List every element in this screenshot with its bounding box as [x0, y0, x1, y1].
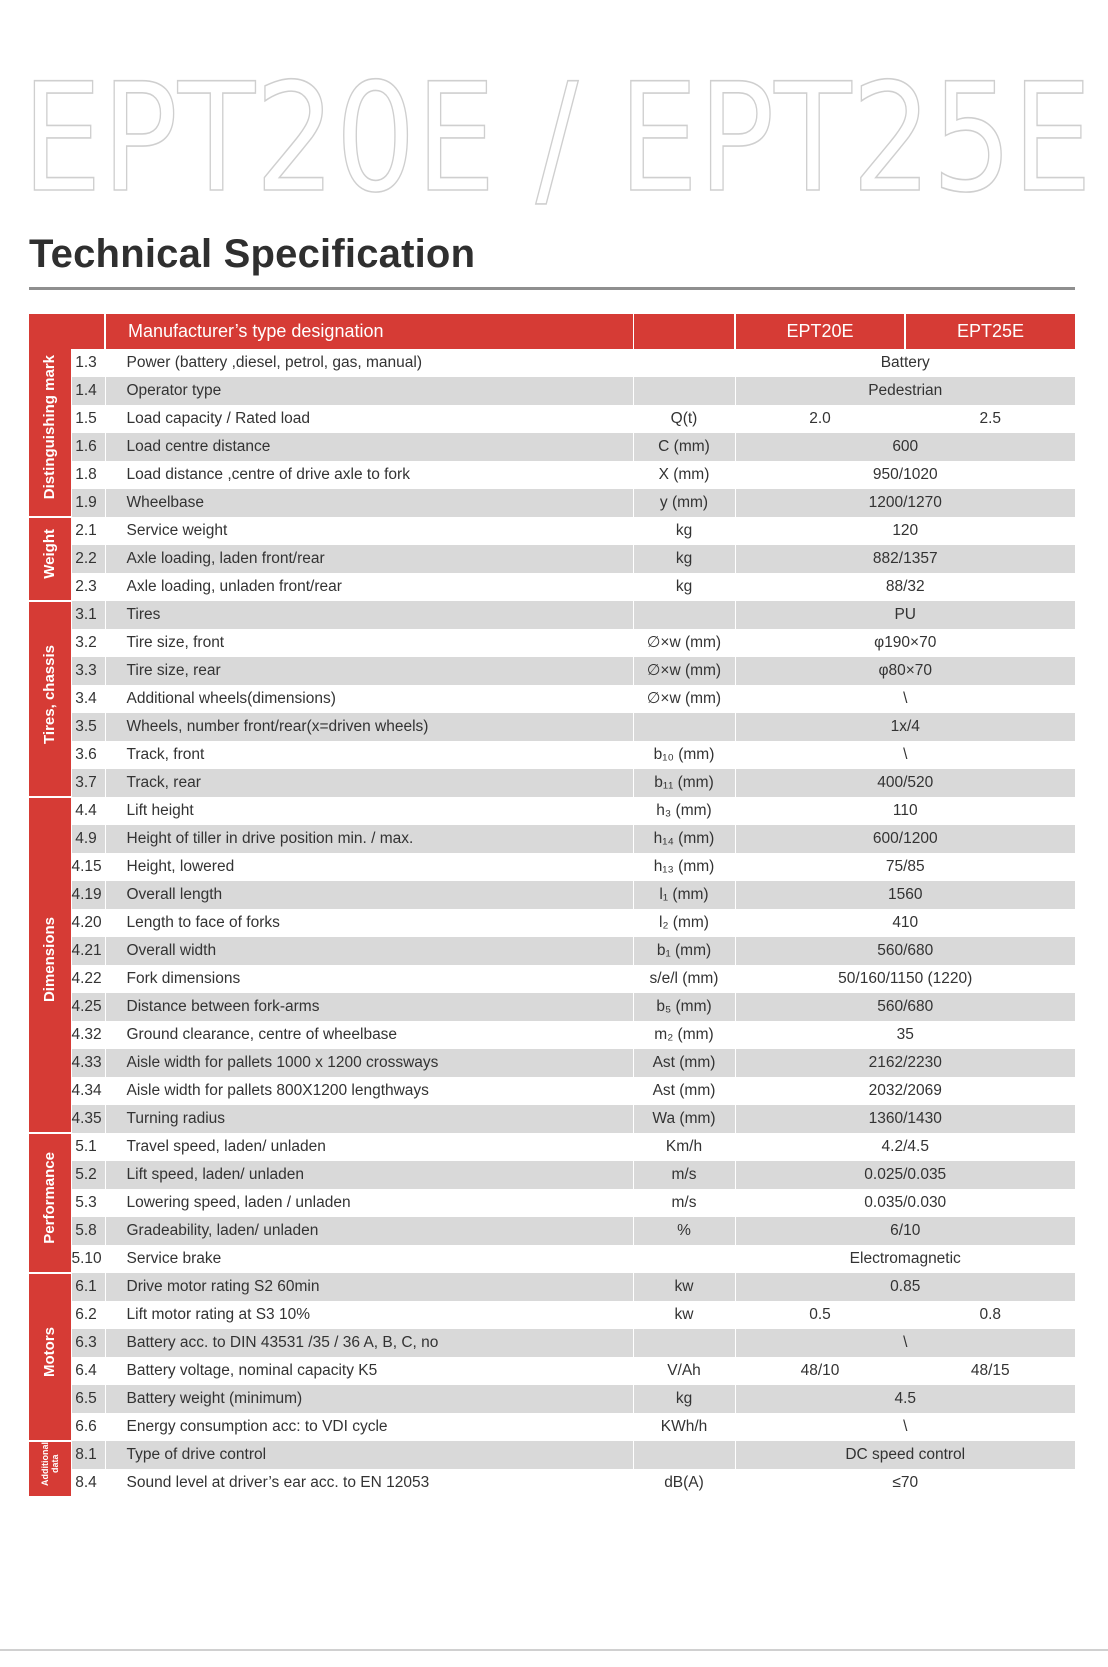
- group-label: Additional data: [39, 1442, 60, 1486]
- row-number: 6.5: [71, 1385, 105, 1413]
- row-label: Axle loading, laden front/rear: [105, 545, 633, 573]
- table-row: [29, 713, 1075, 741]
- row-label: Aisle width for pallets 800X1200 lengthways: [105, 1077, 633, 1105]
- group-label: Motors: [40, 1327, 58, 1377]
- row-unit: [633, 713, 735, 741]
- row-unit: h₁₄ (mm): [633, 825, 735, 853]
- table-row: [29, 1385, 1075, 1413]
- value-ept20e: 48/10: [735, 1357, 905, 1385]
- row-label: Ground clearance, centre of wheelbase: [105, 1021, 633, 1049]
- row-number: 4.35: [71, 1105, 105, 1133]
- row-unit: y (mm): [633, 489, 735, 517]
- table-row: [29, 909, 1075, 937]
- value-shared: ≤70: [735, 1469, 1075, 1497]
- row-unit: l₂ (mm): [633, 909, 735, 937]
- value-shared: 600/1200: [735, 825, 1075, 853]
- row-label: Wheels, number front/rear(x=driven wheels): [105, 713, 633, 741]
- row-unit: Q(t): [633, 405, 735, 433]
- value-shared: 882/1357: [735, 545, 1075, 573]
- row-unit: b₁ (mm): [633, 937, 735, 965]
- row-number: 1.8: [71, 461, 105, 489]
- row-unit: Wa (mm): [633, 1105, 735, 1133]
- row-label: Operator type: [105, 377, 633, 405]
- row-unit: kg: [633, 573, 735, 601]
- table-row: [29, 517, 1075, 545]
- group-label: Performance: [40, 1152, 58, 1244]
- table-row: [29, 825, 1075, 853]
- value-ept20e: 0.5: [735, 1301, 905, 1329]
- value-shared: 35: [735, 1021, 1075, 1049]
- row-number: 6.4: [71, 1357, 105, 1385]
- row-number: 3.7: [71, 769, 105, 797]
- table-row: [29, 1133, 1075, 1161]
- value-shared: Electromagnetic: [735, 1245, 1075, 1273]
- value-shared: 560/680: [735, 993, 1075, 1021]
- row-label: Load centre distance: [105, 433, 633, 461]
- value-shared: 75/85: [735, 853, 1075, 881]
- table-row: [29, 489, 1075, 517]
- row-label: Gradeability, laden/ unladen: [105, 1217, 633, 1245]
- row-label: Fork dimensions: [105, 965, 633, 993]
- row-number: 4.32: [71, 1021, 105, 1049]
- row-unit: s/e/l (mm): [633, 965, 735, 993]
- row-number: 3.5: [71, 713, 105, 741]
- row-label: Battery acc. to DIN 43531 /35 / 36 A, B, C, no: [105, 1329, 633, 1357]
- footer-divider: [0, 1649, 1108, 1651]
- table-header-row: [29, 314, 1075, 349]
- row-label: Lift motor rating at S3 10%: [105, 1301, 633, 1329]
- row-unit: [633, 377, 735, 405]
- row-label: Load distance ,centre of drive axle to fork: [105, 461, 633, 489]
- row-unit: kw: [633, 1273, 735, 1301]
- header-blank-cell: [29, 314, 105, 349]
- row-number: 6.6: [71, 1413, 105, 1441]
- row-unit: m₂ (mm): [633, 1021, 735, 1049]
- row-number: 4.20: [71, 909, 105, 937]
- row-number: 3.2: [71, 629, 105, 657]
- value-shared: 2162/2230: [735, 1049, 1075, 1077]
- row-unit: [633, 601, 735, 629]
- value-shared: 120: [735, 517, 1075, 545]
- row-number: 4.33: [71, 1049, 105, 1077]
- row-label: Axle loading, unladen front/rear: [105, 573, 633, 601]
- row-unit: kg: [633, 545, 735, 573]
- row-number: 1.9: [71, 489, 105, 517]
- table-row: [29, 1021, 1075, 1049]
- value-shared: Battery: [735, 349, 1075, 377]
- group-label: Dimensions: [40, 917, 58, 1003]
- row-number: 4.25: [71, 993, 105, 1021]
- table-row: [29, 1161, 1075, 1189]
- value-shared: 560/680: [735, 937, 1075, 965]
- table-row: [29, 1189, 1075, 1217]
- row-unit: %: [633, 1217, 735, 1245]
- row-number: 4.19: [71, 881, 105, 909]
- table-row: [29, 1441, 1075, 1469]
- spec-table: [29, 314, 1075, 1498]
- value-shared: \: [735, 741, 1075, 769]
- value-shared: \: [735, 1413, 1075, 1441]
- row-label: Lift height: [105, 797, 633, 825]
- row-label: Turning radius: [105, 1105, 633, 1133]
- group-label: Tires, chassis: [40, 644, 58, 744]
- row-label: Battery weight (minimum): [105, 1385, 633, 1413]
- row-number: 2.2: [71, 545, 105, 573]
- row-label: Drive motor rating S2 60min: [105, 1273, 633, 1301]
- row-unit: l₁ (mm): [633, 881, 735, 909]
- table-row: [29, 657, 1075, 685]
- value-shared: φ80×70: [735, 657, 1075, 685]
- row-unit: dB(A): [633, 1469, 735, 1497]
- row-unit: Ast (mm): [633, 1049, 735, 1077]
- row-label: Lift speed, laden/ unladen: [105, 1161, 633, 1189]
- row-label: Load capacity / Rated load: [105, 405, 633, 433]
- row-label: Service brake: [105, 1245, 633, 1273]
- row-unit: b₁₁ (mm): [633, 769, 735, 797]
- table-row: [29, 1301, 1075, 1329]
- row-label: Length to face of forks: [105, 909, 633, 937]
- row-label: Aisle width for pallets 1000 x 1200 crossways: [105, 1049, 633, 1077]
- header-model-ept25e: EPT25E: [905, 314, 1075, 349]
- row-number: 6.3: [71, 1329, 105, 1357]
- table-row: [29, 853, 1075, 881]
- row-unit: kw: [633, 1301, 735, 1329]
- table-row: [29, 937, 1075, 965]
- value-shared: 2032/2069: [735, 1077, 1075, 1105]
- header-unit-cell: [633, 314, 735, 349]
- row-unit: Ast (mm): [633, 1077, 735, 1105]
- header-model-ept20e: EPT20E: [735, 314, 905, 349]
- value-ept20e: 2.0: [735, 405, 905, 433]
- row-unit: kg: [633, 517, 735, 545]
- page-title: Technical Specification: [29, 232, 476, 276]
- row-label: Track, front: [105, 741, 633, 769]
- table-row: [29, 545, 1075, 573]
- table-row: [29, 1273, 1075, 1301]
- group-label-cell: [29, 797, 71, 1133]
- group-label-cell: [29, 601, 71, 797]
- table-row: [29, 1245, 1075, 1273]
- value-shared: φ190×70: [735, 629, 1075, 657]
- big-title: [22, 70, 1092, 240]
- row-number: 4.4: [71, 797, 105, 825]
- table-row: [29, 881, 1075, 909]
- row-label: Tire size, rear: [105, 657, 633, 685]
- row-unit: C (mm): [633, 433, 735, 461]
- table-row: [29, 797, 1075, 825]
- table-row: [29, 1469, 1075, 1497]
- row-label: Service weight: [105, 517, 633, 545]
- row-number: 1.5: [71, 405, 105, 433]
- row-number: 6.2: [71, 1301, 105, 1329]
- row-unit: KWh/h: [633, 1413, 735, 1441]
- row-unit: h₃ (mm): [633, 797, 735, 825]
- row-number: 1.6: [71, 433, 105, 461]
- row-unit: h₁₃ (mm): [633, 853, 735, 881]
- group-label: Distinguishing mark: [40, 355, 58, 500]
- row-number: 1.3: [71, 349, 105, 377]
- row-number: 5.1: [71, 1133, 105, 1161]
- value-shared: DC speed control: [735, 1441, 1075, 1469]
- value-shared: 410: [735, 909, 1075, 937]
- value-shared: 400/520: [735, 769, 1075, 797]
- row-number: 6.1: [71, 1273, 105, 1301]
- table-row: [29, 1049, 1075, 1077]
- table-row: [29, 1217, 1075, 1245]
- table-row: [29, 965, 1075, 993]
- table-row: [29, 1105, 1075, 1133]
- row-number: 8.4: [71, 1469, 105, 1497]
- row-label: Height, lowered: [105, 853, 633, 881]
- row-unit: [633, 1245, 735, 1273]
- value-shared: \: [735, 685, 1075, 713]
- value-ept25e: 48/15: [905, 1357, 1075, 1385]
- row-unit: Km/h: [633, 1133, 735, 1161]
- header-designation: Manufacturer’s type designation: [105, 314, 633, 349]
- value-shared: 600: [735, 433, 1075, 461]
- table-row: [29, 1077, 1075, 1105]
- value-shared: 1560: [735, 881, 1075, 909]
- row-number: 3.3: [71, 657, 105, 685]
- value-shared: 88/32: [735, 573, 1075, 601]
- row-label: Tires: [105, 601, 633, 629]
- row-number: 4.22: [71, 965, 105, 993]
- group-label-cell: [29, 1441, 71, 1497]
- table-row: [29, 461, 1075, 489]
- table-row: [29, 1413, 1075, 1441]
- row-unit: [633, 1329, 735, 1357]
- row-unit: X (mm): [633, 461, 735, 489]
- value-shared: PU: [735, 601, 1075, 629]
- row-unit: kg: [633, 1385, 735, 1413]
- row-unit: [633, 1441, 735, 1469]
- table-row: [29, 1357, 1075, 1385]
- row-label: Sound level at driver’s ear acc. to EN 12053: [105, 1469, 633, 1497]
- row-label: Energy consumption acc: to VDI cycle: [105, 1413, 633, 1441]
- table-row: [29, 349, 1075, 377]
- row-number: 4.21: [71, 937, 105, 965]
- table-row: [29, 741, 1075, 769]
- group-label: Weight: [40, 529, 58, 579]
- row-label: Overall length: [105, 881, 633, 909]
- row-number: 4.15: [71, 853, 105, 881]
- group-label-cell: [29, 517, 71, 601]
- value-shared: 0.025/0.035: [735, 1161, 1075, 1189]
- row-label: Lowering speed, laden / unladen: [105, 1189, 633, 1217]
- row-number: 2.1: [71, 517, 105, 545]
- group-label-cell: [29, 1133, 71, 1273]
- value-shared: 0.85: [735, 1273, 1075, 1301]
- row-unit: b₅ (mm): [633, 993, 735, 1021]
- table-row: [29, 377, 1075, 405]
- value-shared: 4.2/4.5: [735, 1133, 1075, 1161]
- value-shared: 1360/1430: [735, 1105, 1075, 1133]
- title-divider: [29, 287, 1075, 290]
- row-unit: ∅×w (mm): [633, 629, 735, 657]
- row-label: Battery voltage, nominal capacity K5: [105, 1357, 633, 1385]
- table-row: [29, 433, 1075, 461]
- value-shared: \: [735, 1329, 1075, 1357]
- table-row: [29, 573, 1075, 601]
- row-number: 2.3: [71, 573, 105, 601]
- row-unit: b₁₀ (mm): [633, 741, 735, 769]
- value-shared: 950/1020: [735, 461, 1075, 489]
- value-shared: 6/10: [735, 1217, 1075, 1245]
- row-number: 1.4: [71, 377, 105, 405]
- row-label: Height of tiller in drive position min. / max.: [105, 825, 633, 853]
- row-unit: m/s: [633, 1161, 735, 1189]
- row-label: Power (battery ,diesel, petrol, gas, manual): [105, 349, 633, 377]
- table-row: [29, 685, 1075, 713]
- row-label: Track, rear: [105, 769, 633, 797]
- row-number: 4.9: [71, 825, 105, 853]
- row-number: 5.2: [71, 1161, 105, 1189]
- table-row: [29, 405, 1075, 433]
- value-shared: 1200/1270: [735, 489, 1075, 517]
- row-unit: m/s: [633, 1189, 735, 1217]
- group-label-cell: [29, 349, 71, 517]
- group-label-cell: [29, 1273, 71, 1441]
- row-number: 5.10: [71, 1245, 105, 1273]
- row-unit: [633, 349, 735, 377]
- spec-table-body: [29, 349, 1075, 1497]
- row-label: Overall width: [105, 937, 633, 965]
- value-ept25e: 2.5: [905, 405, 1075, 433]
- value-shared: 4.5: [735, 1385, 1075, 1413]
- value-shared: 110: [735, 797, 1075, 825]
- value-shared: 0.035/0.030: [735, 1189, 1075, 1217]
- row-number: 5.3: [71, 1189, 105, 1217]
- row-label: Type of drive control: [105, 1441, 633, 1469]
- row-number: 3.6: [71, 741, 105, 769]
- row-unit: V/Ah: [633, 1357, 735, 1385]
- value-ept25e: 0.8: [905, 1301, 1075, 1329]
- table-row: [29, 1329, 1075, 1357]
- value-shared: 1x/4: [735, 713, 1075, 741]
- table-row: [29, 629, 1075, 657]
- table-row: [29, 993, 1075, 1021]
- row-number: 3.1: [71, 601, 105, 629]
- row-label: Wheelbase: [105, 489, 633, 517]
- value-shared: 50/160/1150 (1220): [735, 965, 1075, 993]
- row-number: 3.4: [71, 685, 105, 713]
- row-number: 5.8: [71, 1217, 105, 1245]
- row-label: Distance between fork-arms: [105, 993, 633, 1021]
- row-unit: ∅×w (mm): [633, 657, 735, 685]
- row-number: 8.1: [71, 1441, 105, 1469]
- table-row: [29, 601, 1075, 629]
- svg-text:EPT20E / EPT25E: EPT20E / EPT25E: [22, 70, 1092, 226]
- value-shared: Pedestrian: [735, 377, 1075, 405]
- row-label: Travel speed, laden/ unladen: [105, 1133, 633, 1161]
- row-label: Tire size, front: [105, 629, 633, 657]
- table-row: [29, 769, 1075, 797]
- row-unit: ∅×w (mm): [633, 685, 735, 713]
- row-number: 4.34: [71, 1077, 105, 1105]
- row-label: Additional wheels(dimensions): [105, 685, 633, 713]
